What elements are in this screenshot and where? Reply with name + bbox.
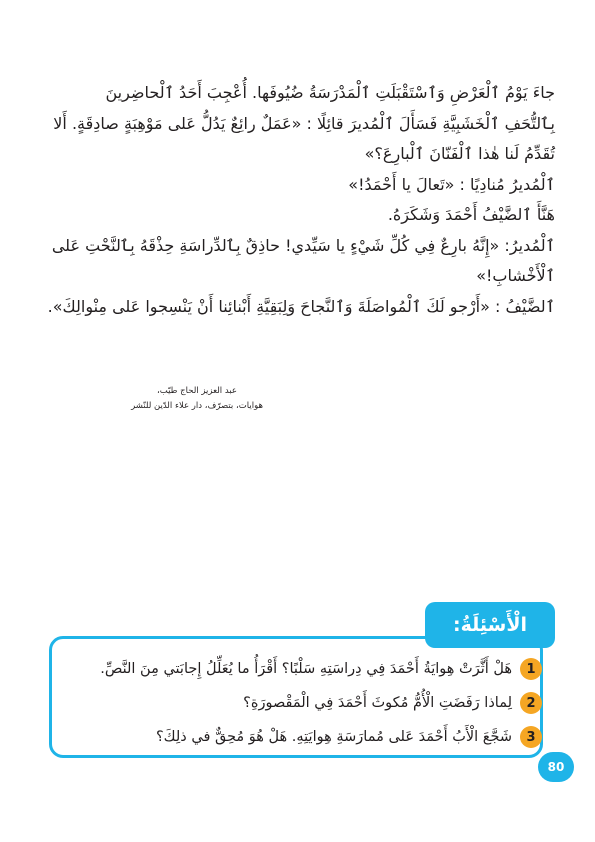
credit-source: هوايات، بتصرّف، دار علاء الدّين للنّشر (131, 401, 263, 411)
story-line: بِٱلتُّحَفِ ٱلْخَشَبِيَّةِ فَسَأَلَ ٱلْمُديرَ قائِلًا : «عَمَلٌ رائِعٌ يَدُلُّ عَلى مَوْهِبَةٍ صادِقَةٍ. أَلا (53, 113, 555, 133)
story-line: جاءَ يَوْمُ ٱلْعَرْضِ وَٱسْتَقْبَلَتِ ٱلْمَدْرَسَةُ ضُيُوفَها. أُعْجِبَ أَحَدُ ٱلْحاضِرينَ (105, 83, 555, 102)
question-item (60, 654, 542, 684)
questions-title: الْأَسْئِلَةُ: (425, 602, 555, 648)
question-item (60, 688, 542, 718)
question-number-badge: 1 (520, 658, 542, 680)
page-number: 80 (538, 752, 574, 782)
story-line: ٱلْمُديرُ: «إِنَّهُ بارِعٌ فِي كُلِّ شَيْءٍ يا سَيِّدي! حاذِقٌ بِٱلدِّراسَةِ حِذْقَهُ بِٱلنَّحْتِ عَلى (51, 235, 555, 255)
question-text: شَجَّعَ الْأَبُ أَحْمَدَ عَلى مُمارَسَةِ هِوايَتِهِ. هَلْ هُوَ مُحِقٌّ في ذلِكَ؟ (155, 729, 512, 745)
story-text (40, 78, 555, 322)
source-credit (92, 384, 302, 414)
story-line: هَنَّأَ ٱلضَّيْفُ أَحْمَدَ وَشَكَرَهُ. (387, 205, 555, 224)
story-line: تُقَدِّمُ لَنا هٰذا ٱلْفَنّانَ ٱلْبارِعَ؟» (364, 144, 555, 163)
question-text: هَلْ أَثَّرَتْ هِوايَةُ أَحْمَدَ فِي دِراسَتِهِ سَلْبًا؟ أَقْرَأُ ما يُعَلِّلُ إِجابَتي مِنَ النَّصِّ. (100, 661, 512, 677)
credit-author: عبد العزيز الحاج طيّب، (157, 386, 237, 396)
question-text: لِماذا رَفَضَتِ الْأُمُّ مُكوثَ أَحْمَدَ فِي الْمَقْصورَةِ؟ (243, 695, 512, 711)
question-number-badge: 2 (520, 692, 542, 714)
story-line: ٱلْمُديرُ مُنادِيًا : «تَعالَ يا أَحْمَدُ!» (348, 174, 555, 194)
question-number-badge: 3 (520, 726, 542, 748)
questions-list (60, 654, 542, 756)
story-line: ٱلْأَخْشابِ!» (476, 266, 555, 285)
question-item (60, 722, 542, 752)
story-line: ٱلضَّيْفُ : «أَرْجو لَكَ ٱلْمُواصَلَةَ وَٱلنَّجاحَ وَلِبَقِيَّةِ أَبْنائِنا أَنْ يَنْسِجوا عَلى مِنْوالِكَ». (47, 296, 555, 316)
